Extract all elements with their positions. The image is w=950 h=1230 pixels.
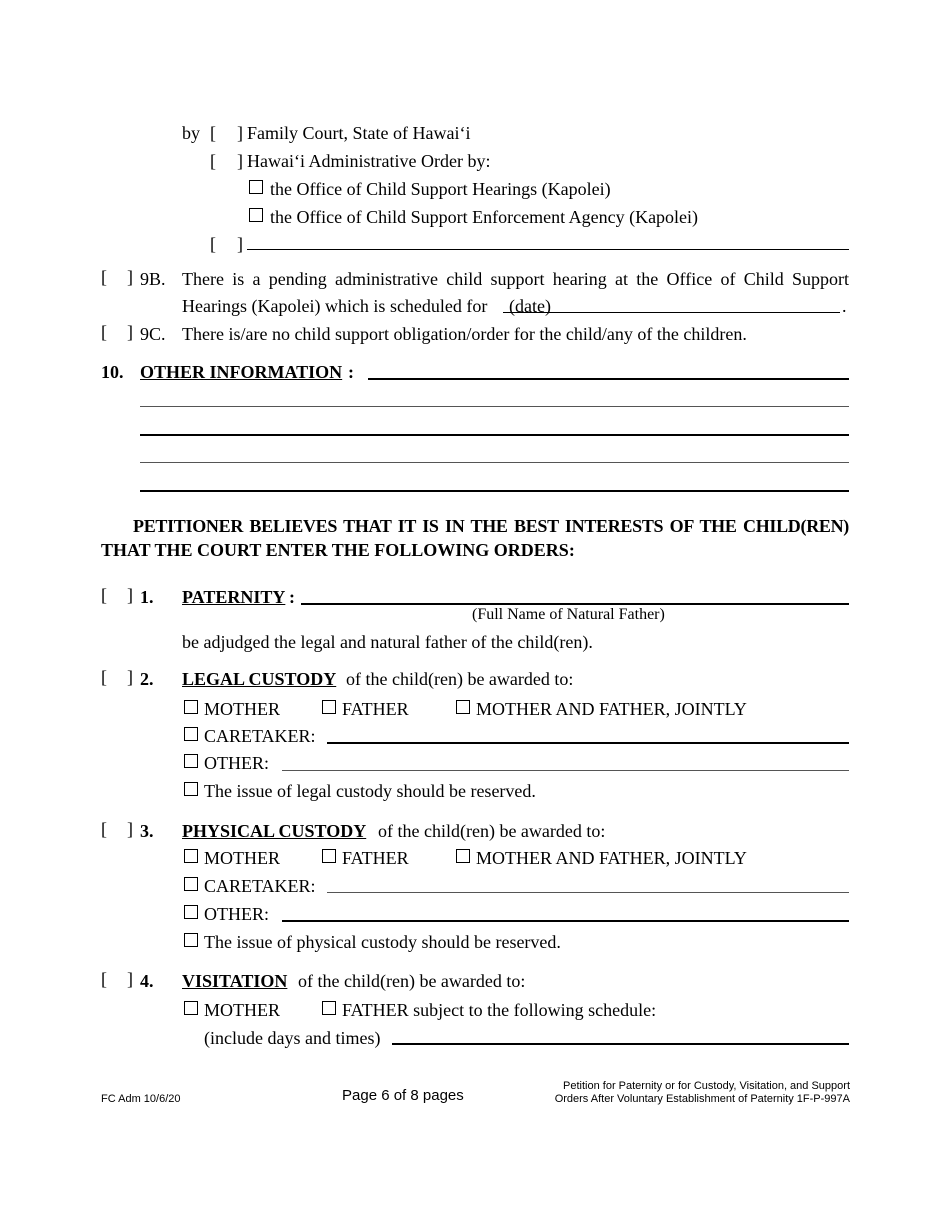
father-name-caption: (Full Name of Natural Father) [472, 606, 665, 623]
open-bracket: [ [101, 969, 107, 989]
close-bracket: ] [127, 969, 133, 989]
heading-colon: : [348, 362, 354, 382]
physical-caretaker-checkbox[interactable] [184, 877, 198, 891]
form-id: FC Adm 10/6/20 [101, 1093, 181, 1105]
open-bracket: [ [210, 234, 216, 254]
item-10-number: 10. [101, 362, 124, 382]
legal-other-field[interactable] [282, 770, 849, 771]
legal-mother-checkbox[interactable] [184, 700, 198, 714]
visitation-text: of the child(ren) be awarded to: [298, 971, 526, 991]
item-9b-text-line2: Hearings (Kapolei) which is scheduled for [182, 296, 488, 316]
open-bracket: [ [101, 667, 107, 687]
physical-other-field[interactable] [282, 920, 849, 922]
other-info-line[interactable] [368, 378, 849, 380]
legal-caretaker-label: CARETAKER: [204, 726, 316, 746]
paternity-text: be adjudged the legal and natural father of the child(ren). [182, 632, 593, 652]
visitation-schedule-field[interactable] [392, 1043, 849, 1045]
order-2-number: 2. [140, 669, 154, 689]
orders-intro-line1: PETITIONER BELIEVES THAT IT IS IN THE BEST INTERESTS OF THE CHILD(REN) [133, 516, 849, 536]
open-bracket: [ [101, 267, 107, 287]
physical-father-label: FATHER [342, 848, 409, 868]
form-title-line1: Petition for Paternity or for Custody, Visitation, and Support [563, 1080, 850, 1092]
physical-other-checkbox[interactable] [184, 905, 198, 919]
form-title-line2: Orders After Voluntary Establishment of Paternity 1F-P-997A [554, 1093, 850, 1105]
csea-checkbox[interactable] [249, 208, 263, 222]
close-bracket: ] [127, 322, 133, 342]
orders-intro-line2: THAT THE COURT ENTER THE FOLLOWING ORDERS: [101, 540, 575, 560]
visitation-heading: VISITATION [182, 971, 288, 991]
page-number: Page 6 of 8 pages [342, 1087, 464, 1104]
physical-reserved-label: The issue of physical custody should be reserved. [204, 932, 561, 952]
physical-reserved-checkbox[interactable] [184, 933, 198, 947]
date-hint: (date) [509, 296, 551, 316]
open-bracket: [ [210, 123, 216, 143]
legal-mother-label: MOTHER [204, 699, 280, 719]
physical-mother-checkbox[interactable] [184, 849, 198, 863]
visitation-father-label: FATHER subject to the following schedule: [342, 1000, 657, 1020]
physical-mother-label: MOTHER [204, 848, 280, 868]
visitation-mother-checkbox[interactable] [184, 1001, 198, 1015]
other-info-line[interactable] [140, 490, 849, 492]
by-label: by [182, 123, 200, 143]
paternity-heading: PATERNITY [182, 587, 286, 607]
open-bracket: [ [101, 585, 107, 605]
legal-reserved-label: The issue of legal custody should be reserved. [204, 781, 536, 801]
legal-caretaker-field[interactable] [327, 742, 849, 744]
legal-father-label: FATHER [342, 699, 409, 719]
item-9c-text: There is/are no child support obligation/order for the child/any of the children. [182, 324, 747, 344]
visitation-father-checkbox[interactable] [322, 1001, 336, 1015]
legal-other-checkbox[interactable] [184, 754, 198, 768]
close-bracket: ] [127, 819, 133, 839]
open-bracket: [ [210, 151, 216, 171]
legal-jointly-label: MOTHER AND FATHER, JOINTLY [476, 699, 747, 719]
order-3-number: 3. [140, 821, 154, 841]
physical-custody-heading: PHYSICAL CUSTODY [182, 821, 367, 841]
legal-custody-heading: LEGAL CUSTODY [182, 669, 337, 689]
item-9b-number: 9B. [140, 269, 166, 289]
physical-father-checkbox[interactable] [322, 849, 336, 863]
other-order-line[interactable] [247, 249, 849, 250]
close-bracket: ] [127, 585, 133, 605]
open-bracket: [ [101, 322, 107, 342]
physical-jointly-label: MOTHER AND FATHER, JOINTLY [476, 848, 747, 868]
heading-colon: : [289, 587, 295, 607]
other-information-heading: OTHER INFORMATION [140, 362, 343, 382]
ocsh-label: the Office of Child Support Hearings (Kapolei) [270, 179, 611, 199]
legal-father-checkbox[interactable] [322, 700, 336, 714]
physical-caretaker-label: CARETAKER: [204, 876, 316, 896]
other-info-line[interactable] [140, 462, 849, 463]
order-1-number: 1. [140, 587, 154, 607]
admin-order-option: Hawai‘i Administrative Order by: [247, 151, 491, 171]
open-bracket: [ [101, 819, 107, 839]
physical-other-label: OTHER: [204, 904, 269, 924]
close-bracket: ] [127, 667, 133, 687]
legal-other-label: OTHER: [204, 753, 269, 773]
item-9c-number: 9C. [140, 324, 166, 344]
family-court-option: Family Court, State of Hawai‘i [247, 123, 471, 143]
legal-caretaker-checkbox[interactable] [184, 727, 198, 741]
physical-jointly-checkbox[interactable] [456, 849, 470, 863]
ocsh-checkbox[interactable] [249, 180, 263, 194]
physical-caretaker-field[interactable] [327, 892, 849, 893]
order-4-number: 4. [140, 971, 154, 991]
include-days-label: (include days and times) [204, 1028, 381, 1048]
close-bracket: ] [237, 123, 243, 143]
legal-custody-text: of the child(ren) be awarded to: [346, 669, 574, 689]
legal-jointly-checkbox[interactable] [456, 700, 470, 714]
physical-custody-text: of the child(ren) be awarded to: [378, 821, 606, 841]
other-info-line[interactable] [140, 406, 849, 407]
period: . [842, 296, 847, 316]
close-bracket: ] [127, 267, 133, 287]
item-9b-text: There is a pending administrative child support hearing at the Office of Child Support [182, 269, 849, 289]
other-info-line[interactable] [140, 434, 849, 436]
csea-label: the Office of Child Support Enforcement Agency (Kapolei) [270, 207, 699, 227]
legal-reserved-checkbox[interactable] [184, 782, 198, 796]
visitation-mother-label: MOTHER [204, 1000, 280, 1020]
close-bracket: ] [237, 151, 243, 171]
close-bracket: ] [237, 234, 243, 254]
hearing-date-line[interactable] [503, 312, 840, 313]
